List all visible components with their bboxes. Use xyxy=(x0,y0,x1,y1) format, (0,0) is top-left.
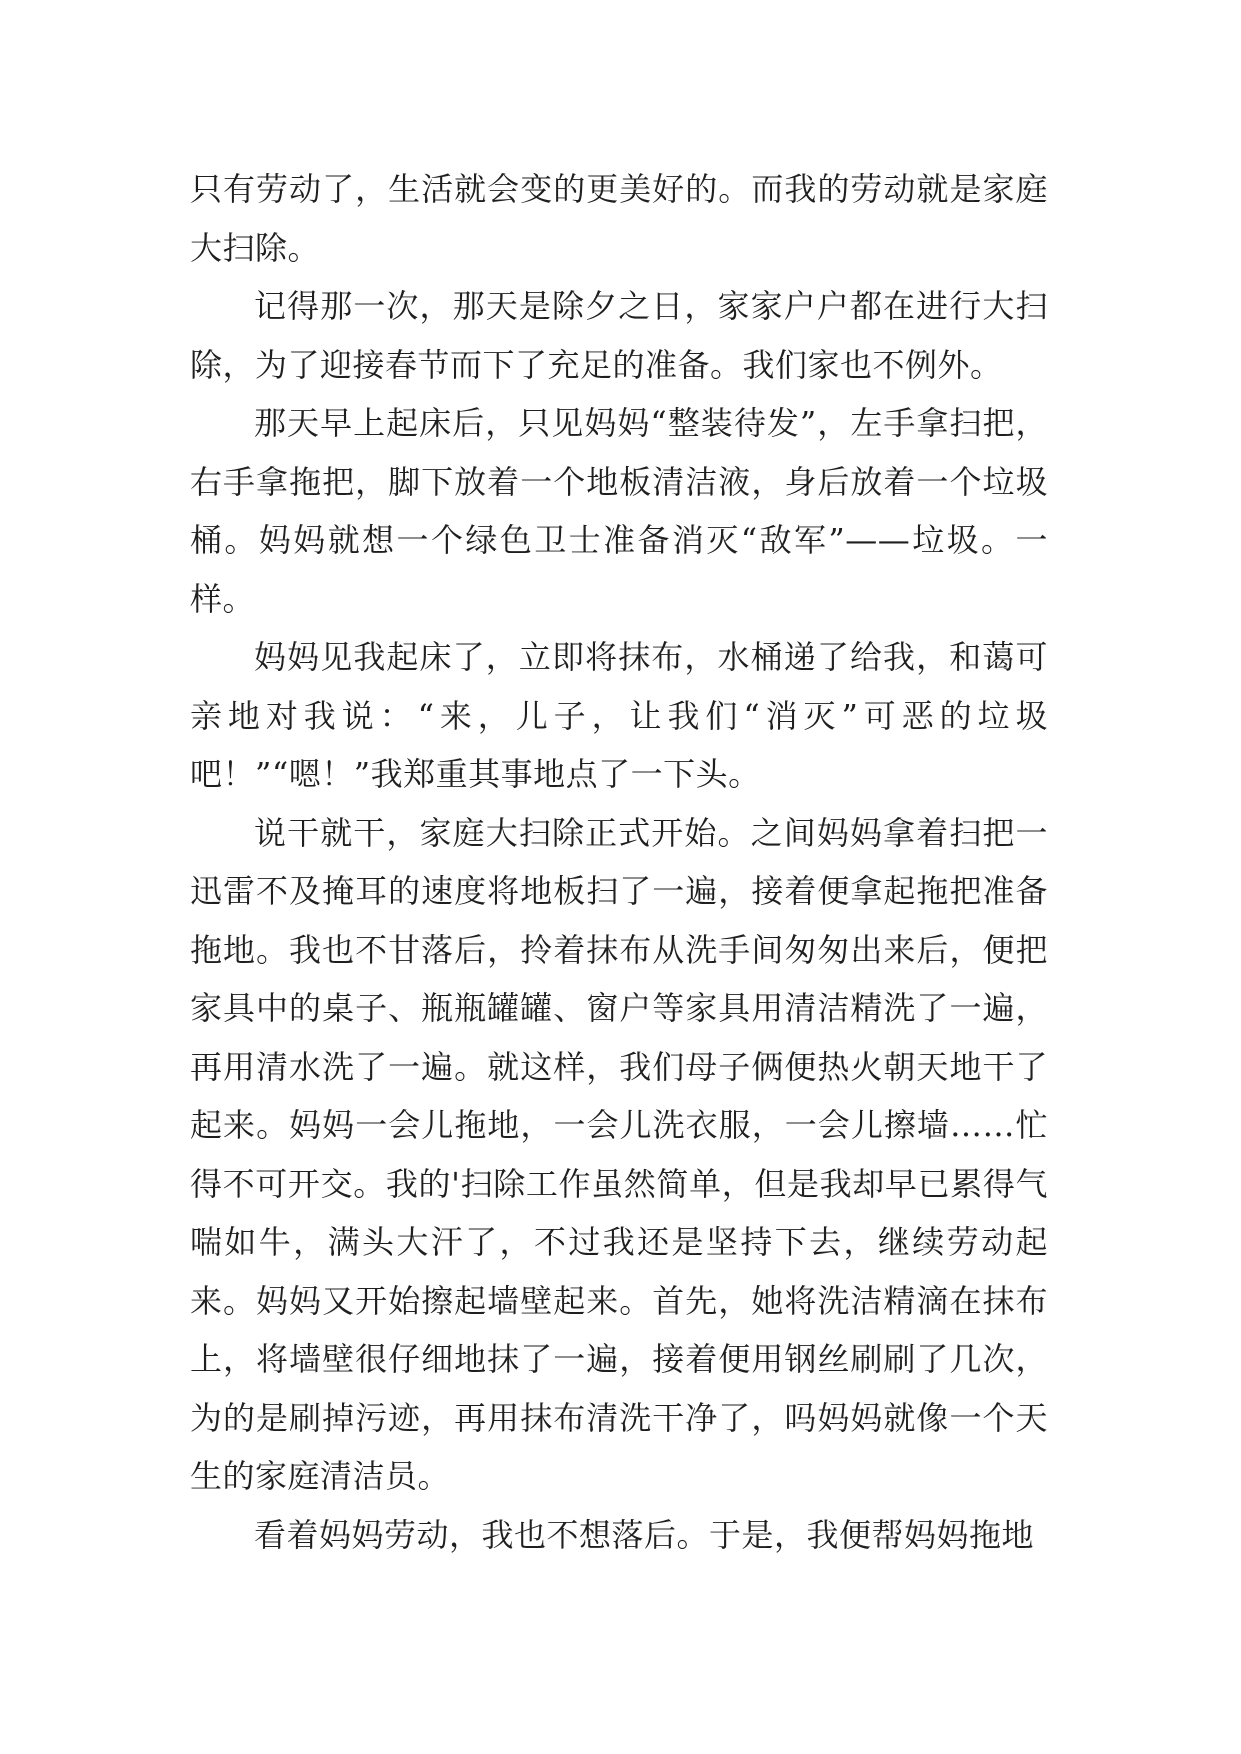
paragraph-2: 记得那一次，那天是除夕之日，家家户户都在进行大扫除，为了迎接春节而下了充足的准备。我们家也不例外。 xyxy=(190,287,1048,384)
paragraph-6: 看着妈妈劳动，我也不想落后。于是，我便帮妈妈拖地 xyxy=(254,1515,1035,1554)
paragraph-4: 妈妈见我起床了，立即将抹布，水桶递了给我，和蔼可亲地对我说：“来，儿子，让我们“消灭”可恶的垃圾吧！”“嗯！”我郑重其事地点了一下头。 xyxy=(190,638,1048,793)
paragraph-3: 那天早上起床后，只见妈妈“整装待发”，左手拿扫把，右手拿拖把，脚下放着一个地板清洁液，身后放着一个垃圾桶。妈妈就想一个绿色卫士准备消灭“敌军”——垃圾。一样。 xyxy=(190,404,1048,618)
paragraph-5: 说干就干，家庭大扫除正式开始。之间妈妈拿着扫把一迅雷不及掩耳的速度将地板扫了一遍，接着便拿起拖把准备拖地。我也不甘落后，拎着抹布从洗手间匆匆出来后，便把家具中的桌子、瓶瓶罐罐、窗户等家具用清洁精洗了一遍，再用清水洗了一遍。就这样，我们母子俩便热火朝天地干了起来。妈妈一会儿拖地，一会儿洗衣服，一会儿擦墙……忙得不可开交。我的'扫除工作虽然简单，但是我却早已累得气喘如牛，满头大汗了，不过我还是坚持下去，继续劳动起来。妈妈又开始擦起墙壁起来。首先，她将洗洁精滴在抹布上，将墙壁很仔细地抹了一遍，接着便用钢丝刷刷了几次，为的是刷掉污迹，再用抹布清洗干净了，吗妈妈就像一个天生的家庭清洁员。 xyxy=(190,813,1048,1495)
essay-body xyxy=(190,160,1048,1564)
paragraph-1: 只有劳动了，生活就会变的更美好的。而我的劳动就是家庭大扫除。 xyxy=(190,170,1048,267)
